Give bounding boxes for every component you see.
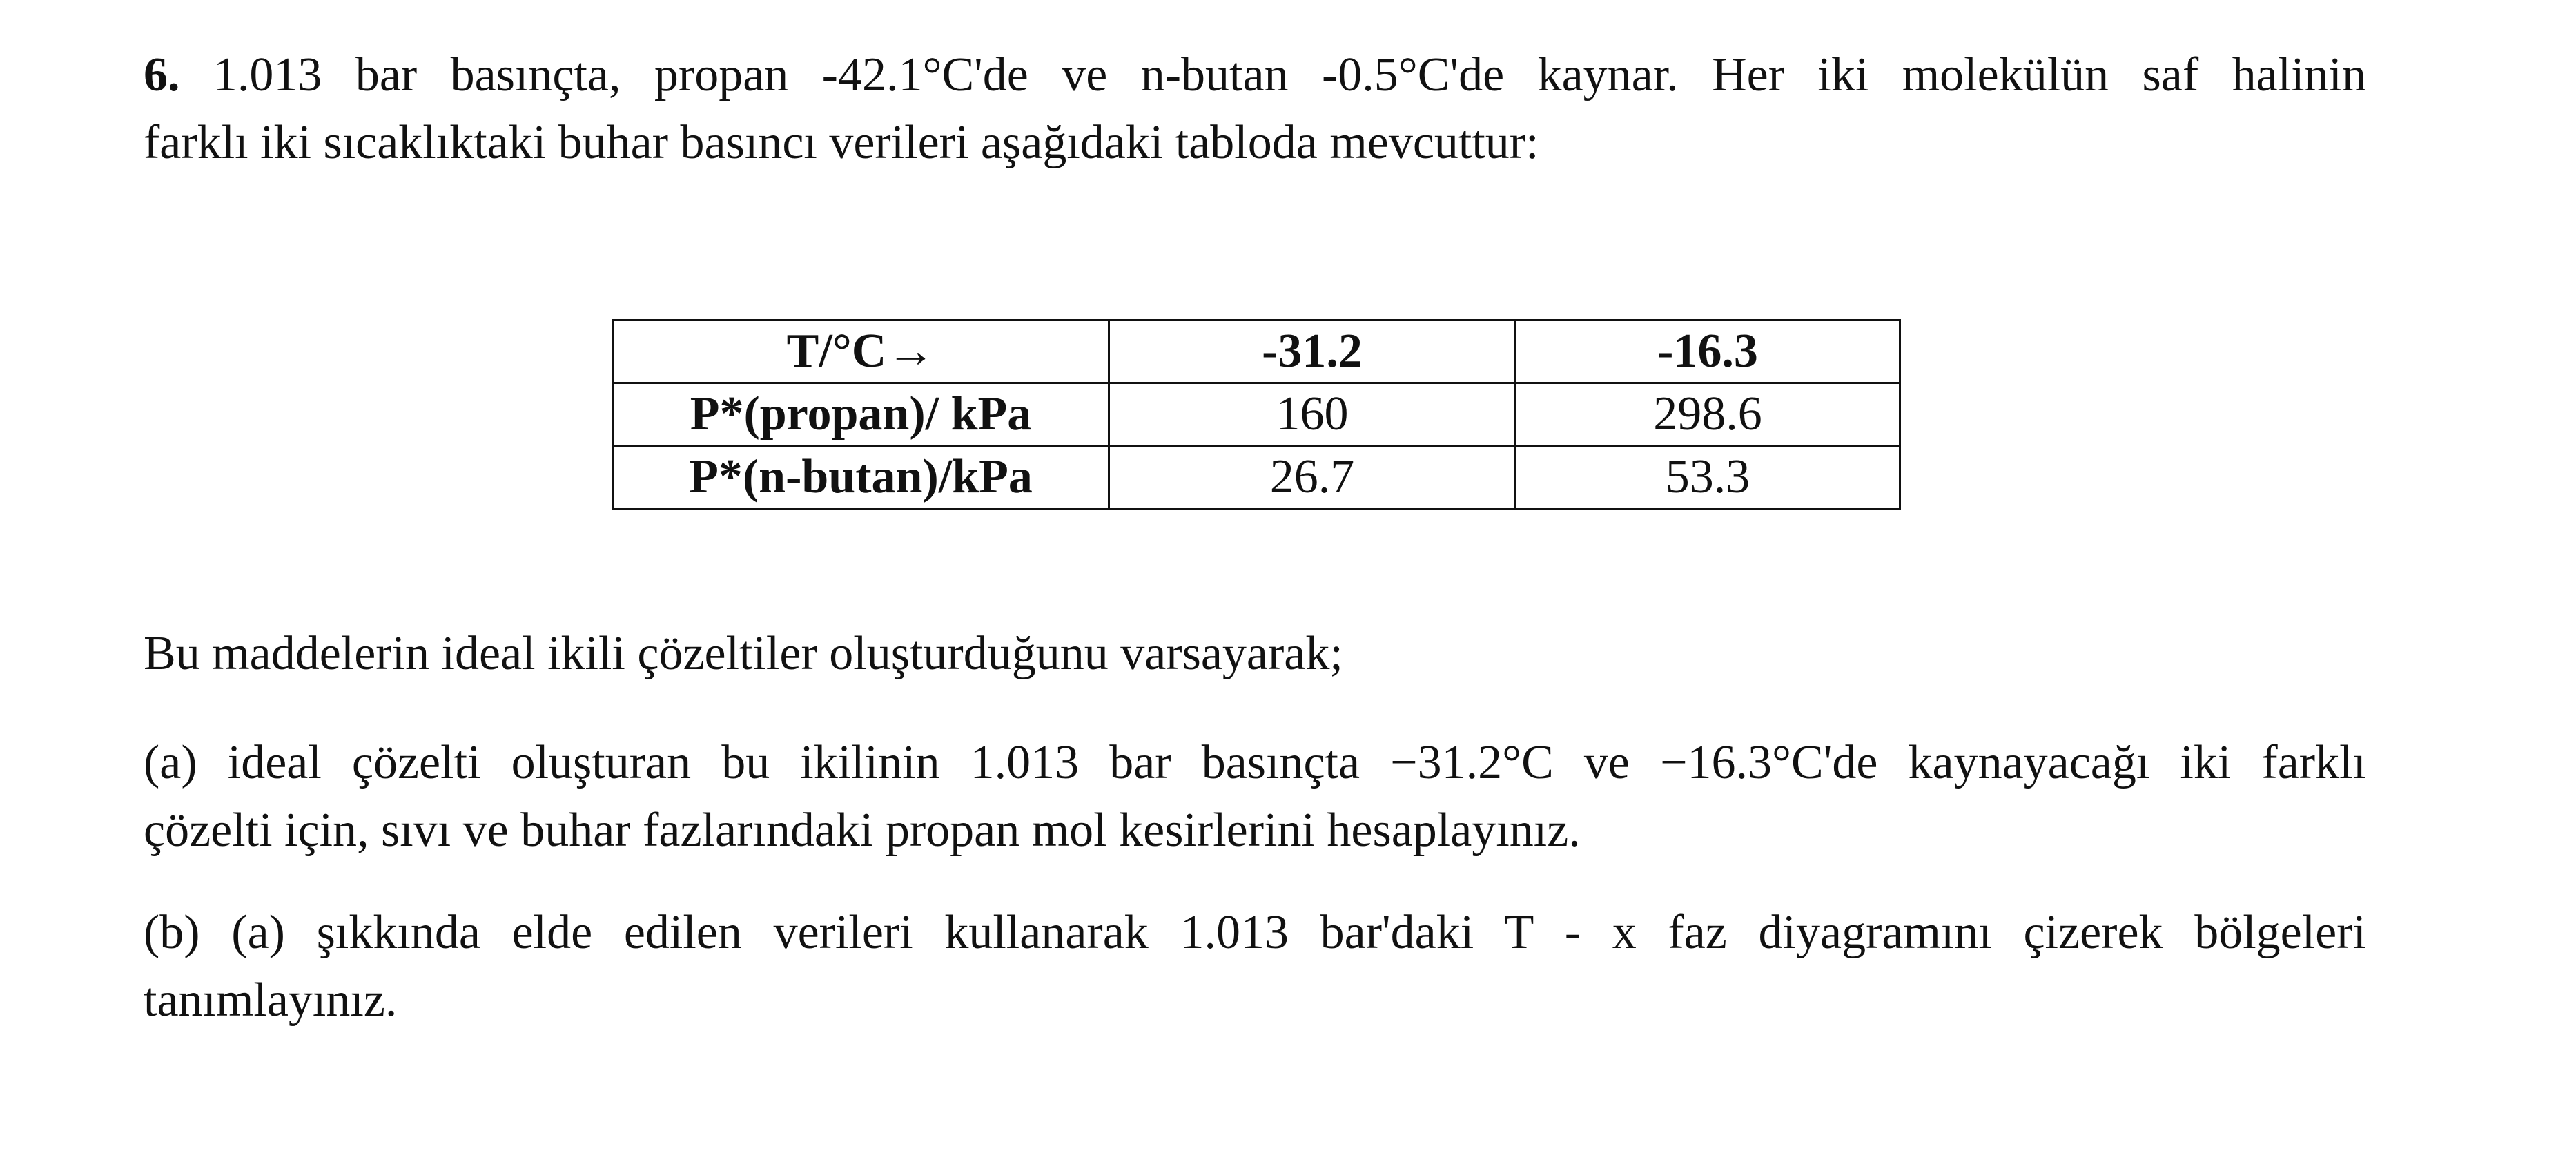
- table-row: [613, 383, 1900, 446]
- table-cell: 160: [1109, 383, 1516, 446]
- vapor-pressure-table-container: [612, 319, 1901, 510]
- part-a-line-1: (a) ideal çözelti oluşturan bu ikilinin 1.013 bar basınçta −31.2°C ve −16.3°C'de kaynayacağı iki farklı: [144, 736, 2366, 789]
- vapor-pressure-table: [612, 319, 1901, 510]
- table-cell: 53.3: [1516, 446, 1900, 509]
- part-a-question: [144, 729, 2366, 864]
- question-intro-line-1: [144, 41, 2366, 109]
- table-row-label: P*(n-butan)/kPa: [613, 446, 1109, 509]
- table-row-label: P*(propan)/ kPa: [613, 383, 1109, 446]
- table-header-row: [613, 320, 1900, 383]
- question-intro-text-1: 1.013 bar basınçta, propan -42.1°C'de ve n-butan -0.5°C'de kaynar. Her iki molekülün saf halinin: [179, 48, 2366, 102]
- assumption-text: [144, 620, 2366, 688]
- part-b-line-1: (b) (a) şıkkında elde edilen verileri kullanarak 1.013 bar'daki T - x faz diyagramını çizerek bölgeleri: [144, 906, 2366, 959]
- question-number: 6.: [144, 48, 180, 102]
- table-header-cell: T/°C→: [613, 320, 1109, 383]
- table-cell: 298.6: [1516, 383, 1900, 446]
- table-cell: 26.7: [1109, 446, 1516, 509]
- table-row: [613, 446, 1900, 509]
- part-b-line-2: tanımlayınız.: [144, 974, 398, 1027]
- table-header-cell: -16.3: [1516, 320, 1900, 383]
- question-intro: [144, 41, 2366, 177]
- question-intro-line-2: farklı iki sıcaklıktaki buhar basıncı verileri aşağıdaki tabloda mevcuttur:: [144, 116, 1539, 169]
- part-a-line-2: çözelti için, sıvı ve buhar fazlarındaki propan mol kesirlerini hesaplayınız.: [144, 804, 1581, 857]
- table-header-cell: -31.2: [1109, 320, 1516, 383]
- part-b-question: [144, 899, 2366, 1034]
- assumption-line: Bu maddelerin ideal ikili çözeltiler oluşturduğunu varsayarak;: [144, 627, 1343, 680]
